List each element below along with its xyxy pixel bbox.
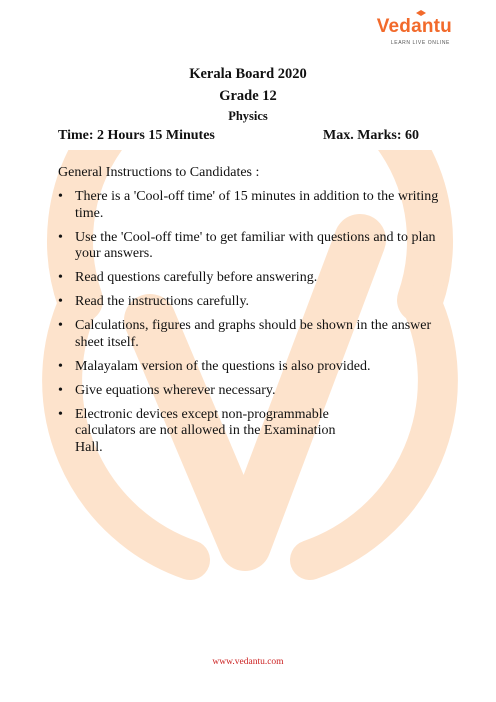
list-item: [58, 318, 458, 351]
instruction-text: There is a 'Cool-off time' of 15 minutes in addition to the writing time.: [75, 189, 439, 221]
bullet-icon: •: [58, 406, 63, 422]
list-item: [58, 189, 458, 222]
list-item: [58, 359, 458, 376]
instruction-text: Read the instructions carefully.: [75, 294, 250, 310]
instruction-text: Calculations, figures and graphs should be shown in the answer sheet itself.: [75, 318, 432, 350]
bullet-icon: •: [58, 318, 63, 334]
vedantu-logo: [376, 16, 452, 50]
logo-wordmark: Vedantu: [376, 16, 452, 37]
exam-board-title: Kerala Board 2020: [189, 66, 307, 82]
bullet-icon: •: [58, 270, 63, 286]
grade-title: Grade 12: [219, 88, 277, 104]
subject-title: Physics: [228, 109, 268, 123]
instructions-heading: General Instructions to Candidates :: [58, 165, 260, 180]
instruction-text: Give equations wherever necessary.: [75, 382, 276, 398]
bullet-icon: •: [58, 294, 63, 310]
logo-tagline: LEARN LIVE ONLINE: [390, 40, 450, 46]
list-item: [58, 294, 458, 311]
list-item: [58, 383, 458, 400]
list-item: [58, 270, 458, 287]
max-marks: Max. Marks: 60: [323, 128, 420, 143]
instruction-text: Read questions carefully before answering.: [75, 270, 318, 286]
bullet-icon: •: [58, 382, 63, 398]
bullet-icon: •: [58, 358, 63, 374]
list-item: [58, 407, 458, 457]
list-item: [58, 230, 458, 263]
bullet-icon: •: [58, 189, 63, 204]
instruction-text: Use the 'Cool-off time' to get familiar with questions and to plan your answers.: [75, 229, 436, 262]
instructions-list: [58, 189, 458, 464]
bullet-icon: •: [58, 229, 63, 245]
footer-url[interactable]: www.vedantu.com: [212, 657, 284, 667]
instruction-text: Electronic devices except non-programmable calculators are not allowed in the Examination Hall.: [75, 406, 336, 455]
exam-duration: Time: 2 Hours 15 Minutes: [58, 128, 215, 143]
instruction-text: Malayalam version of the questions is also provided.: [75, 358, 371, 374]
